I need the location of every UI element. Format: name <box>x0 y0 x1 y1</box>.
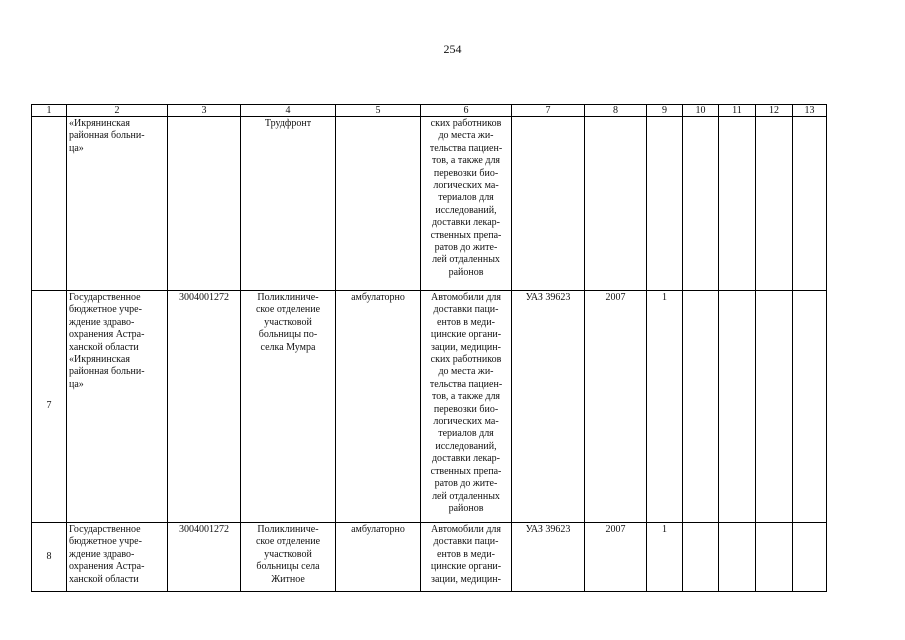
row-number: 7 <box>32 291 67 523</box>
care-type-cell: амбулаторно <box>336 291 421 523</box>
table-row <box>32 523 827 592</box>
header-cell: 9 <box>647 105 683 117</box>
header-cell: 7 <box>512 105 585 117</box>
header-cell: 3 <box>168 105 241 117</box>
count-cell: 1 <box>647 523 683 592</box>
inn-cell: 3004001272 <box>168 523 241 592</box>
header-cell: 5 <box>336 105 421 117</box>
empty-cell <box>719 523 756 592</box>
header-cell: 1 <box>32 105 67 117</box>
year-cell <box>585 117 647 291</box>
empty-cell <box>683 523 719 592</box>
institution-name: «Икрянинская районная больни- ца» <box>67 117 168 291</box>
vehicle-model-cell <box>512 117 585 291</box>
empty-cell <box>793 523 827 592</box>
inn-cell <box>168 117 241 291</box>
empty-cell <box>793 117 827 291</box>
empty-cell <box>683 291 719 523</box>
care-type-cell <box>336 117 421 291</box>
header-row <box>32 105 827 117</box>
purpose-cell: Автомобили для доставки паци- ентов в меди- цинские органи- зации, медицин- ских работников до места жи- тельства пациен- тов, а также для перевозки био- логических ма- териалов для исследований, доставки лекар- ственных препа- ратов до жите- лей отдаленных районов <box>421 291 512 523</box>
header-cell: 13 <box>793 105 827 117</box>
empty-cell <box>756 523 793 592</box>
table-row <box>32 291 827 523</box>
inn-cell: 3004001272 <box>168 291 241 523</box>
department-cell: Поликлиниче- ское отделение участковой больницы села Житное <box>241 523 336 592</box>
row-number: 8 <box>32 523 67 592</box>
vehicle-table <box>31 104 827 592</box>
header-cell: 2 <box>67 105 168 117</box>
empty-cell <box>756 117 793 291</box>
care-type-cell: амбулаторно <box>336 523 421 592</box>
department-cell: Трудфронт <box>241 117 336 291</box>
vehicle-model-cell: УАЗ 39623 <box>512 523 585 592</box>
header-cell: 10 <box>683 105 719 117</box>
empty-cell <box>756 291 793 523</box>
page-number: 254 <box>443 42 462 56</box>
header-cell: 6 <box>421 105 512 117</box>
row-number <box>32 117 67 291</box>
header-cell: 8 <box>585 105 647 117</box>
table-row <box>32 117 827 291</box>
purpose-cell: Автомобили для доставки паци- ентов в меди- цинские органи- зации, медицин- <box>421 523 512 592</box>
header-cell: 12 <box>756 105 793 117</box>
empty-cell <box>719 117 756 291</box>
header-cell: 11 <box>719 105 756 117</box>
empty-cell <box>683 117 719 291</box>
empty-cell <box>719 291 756 523</box>
vehicle-model-cell: УАЗ 39623 <box>512 291 585 523</box>
header-cell: 4 <box>241 105 336 117</box>
count-cell: 1 <box>647 291 683 523</box>
empty-cell <box>793 291 827 523</box>
institution-name: Государственное бюджетное учре- ждение здраво- охранения Астра- ханской области «Икрянинская районная больни- ца» <box>67 291 168 523</box>
year-cell: 2007 <box>585 291 647 523</box>
count-cell <box>647 117 683 291</box>
purpose-cell: ских работников до места жи- тельства пациен- тов, а также для перевозки био- логических ма- териалов для исследований, доставки лекар- ственных препа- ратов до жите- лей отдаленных районов <box>421 117 512 291</box>
institution-name: Государственное бюджетное учре- ждение здраво- охранения Астра- ханской области <box>67 523 168 592</box>
year-cell: 2007 <box>585 523 647 592</box>
department-cell: Поликлиниче- ское отделение участковой больницы по- селка Мумра <box>241 291 336 523</box>
